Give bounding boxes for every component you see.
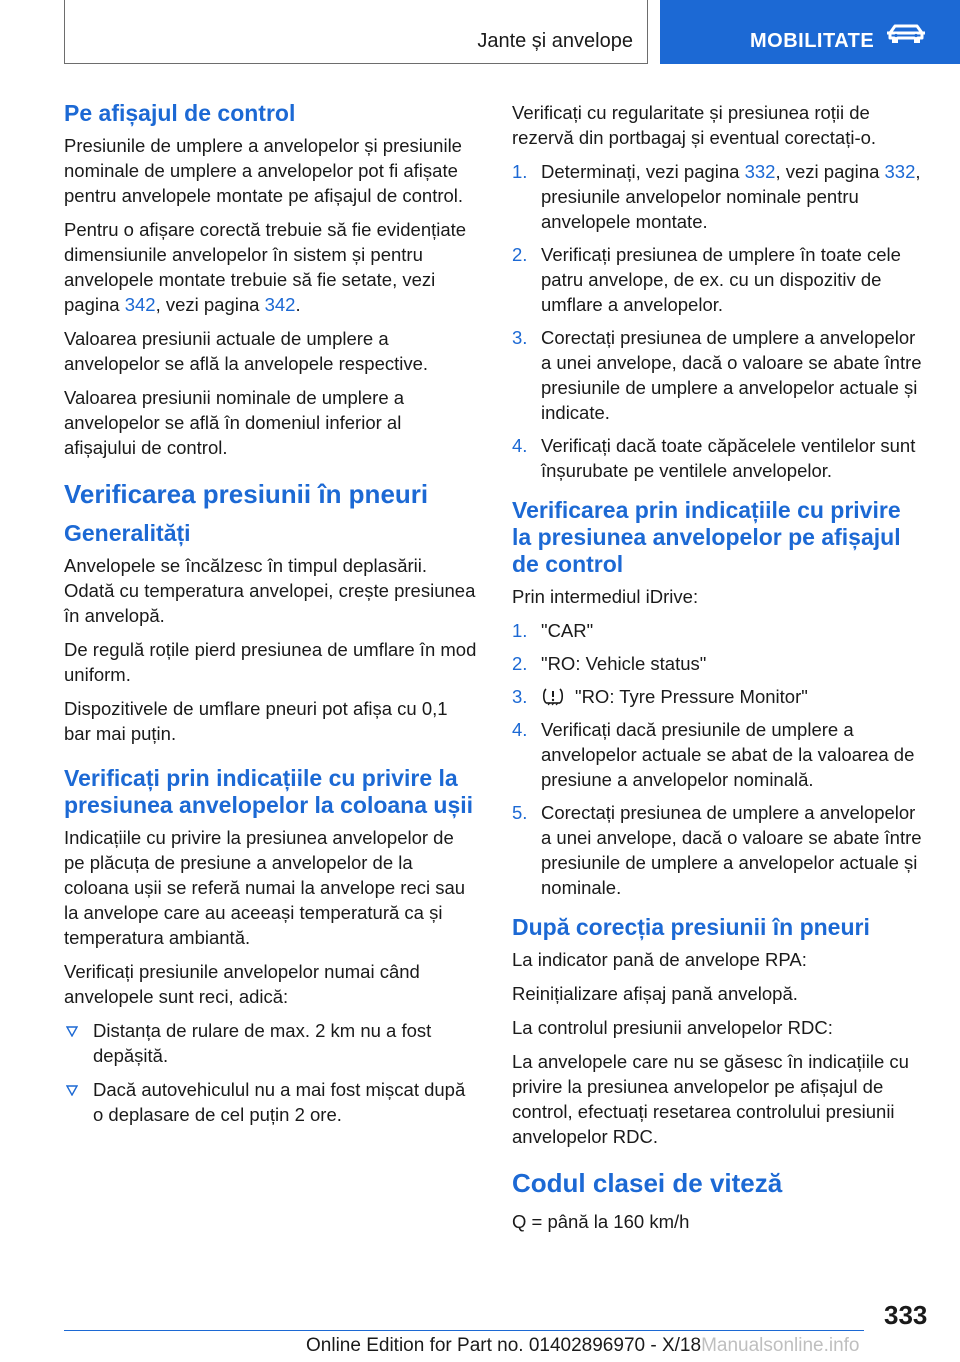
paragraph: La anvelopele care nu se găsesc în indicațiile cu privire la presiunea anvelopelor pe afișajul de control, efectuați resetarea controlului presiunii anvelopelor RDC. (512, 1051, 909, 1147)
list-item: 4. Verificați dacă toate căpăcelele ventilelor sunt înșurubate pe ventilele anvelopelor. (512, 435, 916, 481)
page-link[interactable]: 332 (744, 161, 776, 182)
list-item: 2. "RO: Vehicle status" (512, 653, 707, 674)
heading-display: Pe afișajul de control (64, 100, 296, 126)
paragraph: Reinițializare afișaj pană anvelopă. (512, 983, 798, 1004)
header-chapter-badge (660, 0, 960, 64)
right-column (512, 100, 926, 1243)
chapter-label: MOBILITATE (750, 30, 875, 52)
paragraph: Presiunile de umplere a anvelopelor și presiunile nominale de umplere a anvelopelor pot fi afișate pentru anvelopele montate pe afișajul de control. (64, 135, 464, 206)
paragraph: Q = până la 160 km/h (512, 1211, 690, 1232)
paragraph: Valoarea presiunii actuale de umplere a anvelopelor se află la anvelopele respective. (64, 328, 429, 374)
heading-check-pressure: Verificarea presiunii în pneuri (64, 479, 429, 509)
page-link[interactable]: 332 (884, 161, 916, 182)
list-item: Distanța de rulare de max. 2 km nu a fost depășită. (64, 1018, 478, 1068)
heading-speed-class: Codul clasei de viteză (512, 1168, 783, 1198)
numbered-list (512, 618, 926, 900)
numbered-list (512, 159, 926, 483)
header-section-box (64, 0, 648, 64)
page-link[interactable]: 342 (264, 294, 296, 315)
page-number: 333 (884, 1300, 928, 1330)
footer-divider (64, 1330, 864, 1331)
paragraph: Verificați presiunile anvelopelor numai când anvelopele sunt reci, adică: (64, 961, 420, 1007)
paragraph: La indicator pană de anvelope RPA: (512, 949, 807, 970)
triangle-bullet-icon (66, 1026, 78, 1037)
triangle-bullet-icon (66, 1085, 78, 1096)
list-item: 1. Determinați, vezi pagina 332, vezi pagina 332, presiunile anvelopelor nominale pentru anvelopele montate. (512, 161, 921, 232)
paragraph: Prin intermediul iDrive: (512, 586, 699, 607)
heading-general: Generalități (64, 520, 191, 546)
list-item: 5. Corectați presiunea de umplere a anvelopelor a unei anvelope, dacă o valoare se abate între presiunile de umplere a anvelopelor actuale și nominale. (512, 802, 922, 898)
paragraph: Anvelopele se încălzesc în timpul deplasării. Odată cu temperatura anvelopei, crește presiunea în anvelopă. (64, 555, 476, 626)
heading-display-check: Verificarea prin indicațiile cu privire la presiunea anvelopelor pe afișajul de control (512, 497, 901, 577)
paragraph-with-links: Pentru o afișare corectă trebuie să fie evidențiate dimensiunile anvelopelor în sistem și pentru anvelopele montate trebuie să fie setate, vezi pagina 342, vezi pagina 342. (64, 219, 467, 315)
paragraph: Verificați cu regularitate și presiunea roții de rezervă din portbagaj și eventual corectați-o. (512, 102, 877, 148)
list-item: 3. "RO: Tyre Pressure Monitor" (512, 686, 808, 707)
bullet-list (64, 1018, 478, 1127)
heading-after-correction: După corecția presiunii în pneuri (512, 914, 870, 940)
paragraph: Dispozitivele de umflare pneuri pot afișa cu 0,1 bar mai puțin. (64, 698, 448, 744)
heading-door-pillar: Verificați prin indicațiile cu privire la presiunea anvelopelor la coloana ușii (64, 765, 474, 818)
page-link[interactable]: 342 (124, 294, 156, 315)
header-section-title: Jante și anvelope (477, 30, 633, 52)
list-item: 3. Corectați presiunea de umplere a anvelopelor a unei anvelope, dacă o valoare se abate între presiunile de umplere a anvelopelor actuale și indicate. (512, 327, 922, 423)
car-icon (884, 22, 928, 46)
list-item: Dacă autovehiculul nu a mai fost mișcat după o deplasare de cel puțin 2 ore. (64, 1077, 478, 1127)
paragraph: Valoarea presiunii nominale de umplere a anvelopelor se află în domeniul inferior al afișajului de control. (64, 387, 405, 458)
paragraph: La controlul presiunii anvelopelor RDC: (512, 1017, 833, 1038)
footer-edition: Online Edition for Part no. 01402896970 - X/18Manualsonline.info (306, 1335, 860, 1356)
paragraph: De regulă roțile pierd presiunea de umflare în mod uniform. (64, 639, 477, 685)
paragraph: Indicațiile cu privire la presiunea anvelopelor de pe plăcuța de presiune a anvelopelor de la coloana ușii se referă numai la anvelope reci sau la anvelope care au aceeași temperatură ca și temperatura ambiantă. (64, 827, 466, 948)
left-column (64, 100, 478, 1137)
list-item: 2. Verificați presiunea de umplere în toate cele patru anvelope, de ex. cu un dispozitiv de umflare a anvelopelor. (512, 244, 901, 315)
list-item: 4. Verificați dacă presiunile de umplere a anvelopelor actuale se abat de la valoarea de presiune a anvelopelor nominală. (512, 719, 915, 790)
tire-pressure-icon (541, 687, 565, 707)
list-item: 1. "CAR" (512, 620, 594, 641)
watermark: Manualsonline.info (701, 1335, 860, 1356)
